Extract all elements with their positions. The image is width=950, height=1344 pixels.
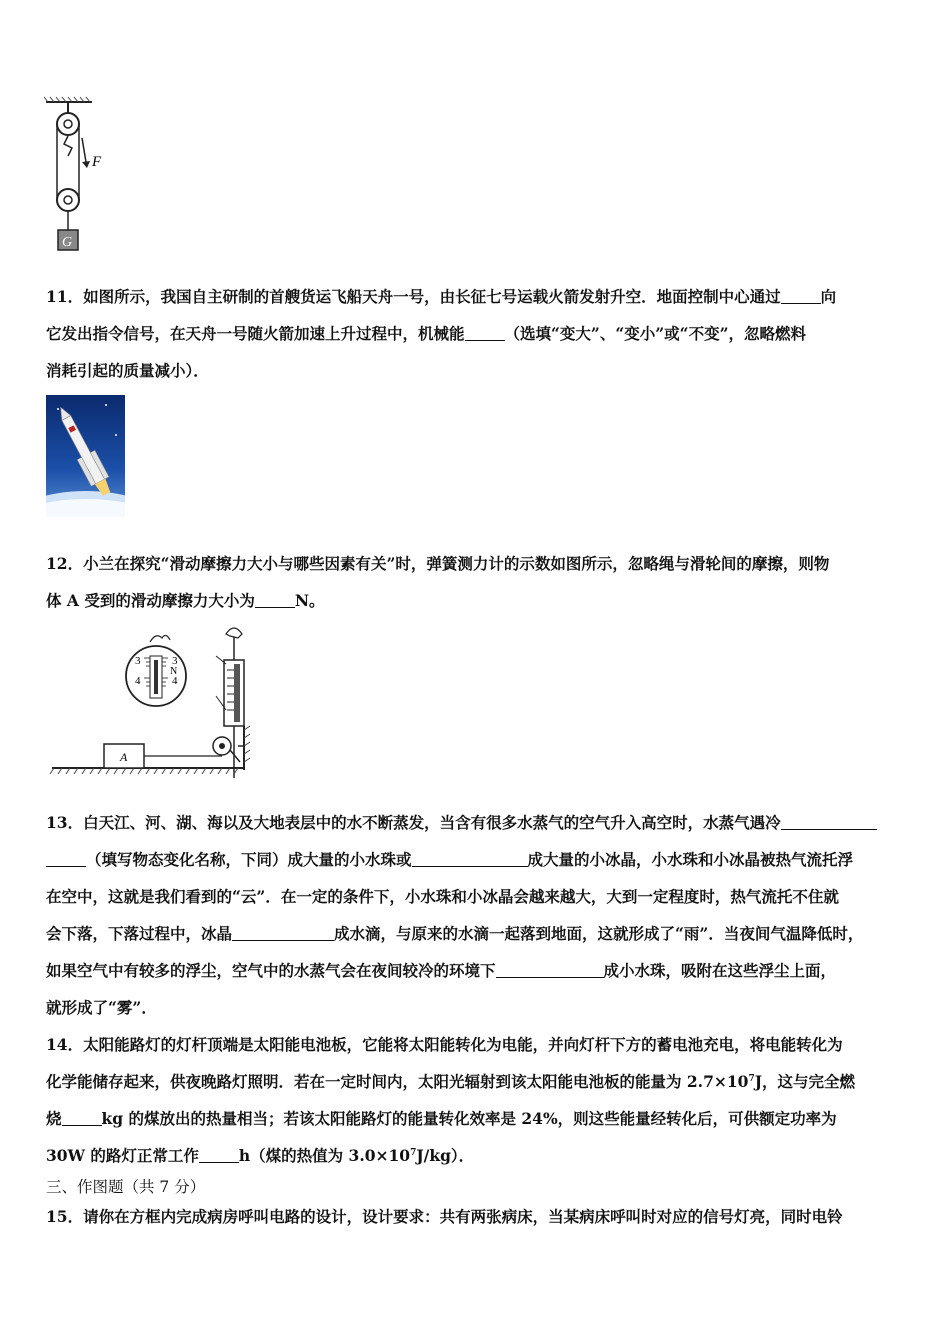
section-heading: 三、作图题（共 7 分） — [46, 1178, 206, 1196]
question-13: 13．白天江、河、湖、海以及大地表层中的水不断蒸发，当含有很多水蒸气的空气升入高空时，水蒸气遇冷 （填写物态变化名称，下同）成大量的小水珠或 成大量的小冰晶，小水珠和小冰晶被热气流托浮 在空中，这就是我们看到的“云”．在一定的条件下，小水珠和小冰晶会越来越大，大到一定程度时，热气流托不住就 会下落，下落过程中，冰晶 成水滴，与原来的水滴一起落到地面，这就形成了“雨”．当夜间气温降低时， 如果空气中有较多的浮尘，空气中的水蒸气会在夜间较冷的环境下 成小水珠，吸附在这些浮尘上面， 就形成了“雾”． — [46, 804, 916, 1026]
answer-blank[interactable] — [781, 288, 821, 305]
friction-experiment-figure — [44, 620, 254, 778]
answer-blank[interactable] — [255, 592, 295, 609]
question-11: 11．如图所示，我国自主研制的首艘货运飞船天舟一号，由长征七号运载火箭发射升空．地面控制中心通过 向 它发出指令信号，在天舟一号随火箭加速上升过程中，机械能 （选填“变大”、“变小”或“不变”，忽略燃料 消耗引起的质量减小）． — [46, 287, 837, 380]
scale-value-right-top: 3 — [172, 655, 178, 667]
question-14: 14．太阳能路灯的灯杆顶端是太阳能电池板，它能将太阳能转化为电能，并向灯杆下方的蓄电池充电，将电能转化为 化学能储存起来，供夜晚路灯照明．若在一定时间内，太阳光辐射到该太阳能电池板的能量为 $2.7\times 10^7J$，这与完全燃 烧 kg 的煤放出的热量相当；若该太阳能路灯的能量转化效率是 24%，则这些能量经转化后，可供额定功率为 30W 的路灯正常工作 h（煤的热值为 $3.0\times 10^7J/kg$）． — [46, 1035, 856, 1165]
scale-unit: N — [170, 666, 178, 677]
pulley-system-figure — [44, 96, 114, 256]
question-15: 15．请你在方框内完成病房呼叫电路的设计，设计要求：共有两张病床，当某病床呼叫时对应的信号灯亮，同时电铃 — [46, 1207, 843, 1226]
scale-value-left-top: 3 — [135, 655, 141, 667]
answer-blank[interactable] — [46, 851, 86, 868]
weight-label: G — [62, 235, 73, 250]
scale-value-right-bottom: 4 — [172, 675, 178, 687]
rocket-launch-photo — [46, 395, 125, 517]
force-label: F — [92, 154, 102, 170]
answer-blank[interactable] — [199, 1147, 239, 1164]
answer-blank[interactable] — [465, 325, 505, 342]
answer-blank[interactable] — [232, 925, 334, 942]
answer-blank[interactable] — [781, 814, 877, 831]
question-12: 12．小兰在探究“滑动摩擦力大小与哪些因素有关”时，弹簧测力计的示数如图所示，忽略绳与滑轮间的摩擦，则物 体 A 受到的滑动摩擦力大小为 N。 — [46, 554, 830, 610]
answer-blank[interactable] — [412, 851, 528, 868]
answer-blank[interactable] — [62, 1110, 102, 1127]
block-label: A — [120, 750, 128, 764]
answer-blank[interactable] — [496, 962, 604, 979]
scale-value-left-bottom: 4 — [135, 675, 141, 687]
